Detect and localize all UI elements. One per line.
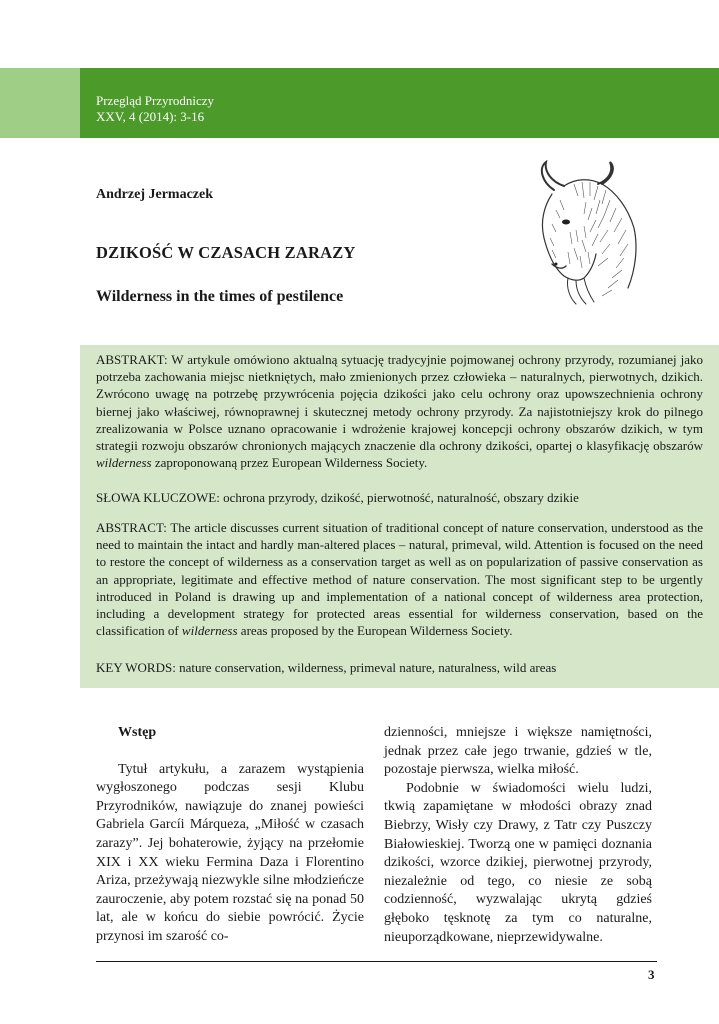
page-number: 3 [648, 967, 655, 982]
header-accent-block [0, 68, 80, 138]
article-title-polish: DZIKOŚĆ W CZASACH ZARAZY [96, 243, 356, 262]
footer-rule [96, 961, 657, 962]
journal-name: Przegląd Przyrodniczy [96, 93, 215, 108]
abstract-polish-text: W artykule omówiono aktualną sytuację tradycyjnie pojmowanej ochrony przyrody, rozumianej jako potrzeba zachowania miejsc nietkniętych, mało zmienionych przez człowieka – naturalnych, pierwotnych, dzikich. Zwrócono uwagę na potrzebę przywrócenia pojęcia dzikości jako celu ochrony oraz upowszechnienia ochrony biernej jako właściwej, równoprawnej i skutecznej metody ochrony przyrody. Za najistotniejszy krok do pilnego zrealizowania w Polsce uznano opracowanie i wdrożenie krajowej koncepcji ochrony obszarów dzikich, w tym strategii rozwoju obszarów chronionych mających znaczenie dla ochrony dzikości, opartej o klasyfikację obszarów [96, 352, 703, 454]
abstract-polish-text-end: zaproponowaną przez European Wilderness Society. [151, 455, 428, 471]
abstract-english-italic-term: wilderness [181, 623, 238, 639]
body-paragraph: Podobnie w świadomości wielu ludzi, tkwią zapamiętane w młodości obrazy znad Biebrzy, Wisły czy Drawy, z Tatr czy Puszczy Białowieskiej. Tworzą one w pamięci doznania dzikości, wzorce dzikiej, pierwotnej przyrody, niezależnie od tego, co niesie ze sobą codzienność, wyzwalając ukrytą gdzieś głęboko tęsknotę za tym co naturalne, nieuporządkowane, nieprzewidywalne. [384, 780, 652, 945]
keywords-english-label: KEY WORDS: [96, 660, 180, 675]
body-column-left [96, 724, 364, 947]
body-column-right [384, 724, 652, 947]
abstract-polish-italic-term: wilderness [96, 455, 152, 471]
journal-info [96, 93, 214, 125]
author-name: Andrzej Jermaczek [96, 187, 214, 202]
bison-illustration [524, 160, 644, 306]
abstract-polish [96, 351, 703, 471]
journal-issue: XXV, 4 (2014): 3-16 [96, 109, 205, 124]
abstract-english [96, 519, 703, 639]
abstract-english-text: The article discusses current situation of traditional concept of nature conservation, understood as the need to maintain the intact and hardly man-altered places – natural, primeval, wild. Attention is focused on the need to restore the concept of wilderness as a conservation target as well as on popularization of passive conservation as an appropriate, legitimate and effective method of nature conservation. The most significant step to be urgently introduced in Poland is drawing up and implementation of a national concept of wilderness area protection, including a development strategy for protected areas essential for wilderness conservation, based on the classification of [96, 520, 703, 639]
abstract-english-text-end: areas proposed by the European Wilderness Society. [237, 623, 513, 639]
keywords-english [96, 659, 703, 676]
keywords-polish-text: ochrona przyrody, dzikość, pierwotność, naturalność, obszary dzikie [223, 490, 579, 505]
body-paragraph-continued: dzienności, mniejsze i większe namiętności, jednak przez całe jego trwanie, gdzieś w tle, pozostaje pierwsza, wielka miłość. [384, 725, 652, 778]
abstract-polish-label: ABSTRAKT: [96, 352, 172, 367]
section-heading: Wstęp [118, 725, 157, 740]
keywords-english-text: nature conservation, wilderness, primeval nature, naturalness, wild areas [179, 660, 557, 675]
keywords-polish [96, 489, 703, 506]
keywords-polish-label: SŁOWA KLUCZOWE: [96, 490, 224, 505]
abstract-english-label: ABSTRACT: [96, 520, 171, 535]
article-title-english: Wilderness in the times of pestilence [96, 288, 344, 305]
body-paragraph: Tytuł artykułu, a zarazem wystąpienia wygłoszonego podczas sesji Klubu Przyrodników, nawiązuje do znanej powieści Gabriela Garcíi Márqueza, „Miłość w czasach zarazy”. Jej bohaterowie, żyjący na przełomie XIX i XX wieku Fermina Daza i Florentino Ariza, przeżywają niezwykle silne młodzieńcze zauroczenie, aby potem rozstać się na ponad 50 lat, ale w końcu do siebie powrócić. Życie przynosi im szarość co- [96, 761, 364, 944]
